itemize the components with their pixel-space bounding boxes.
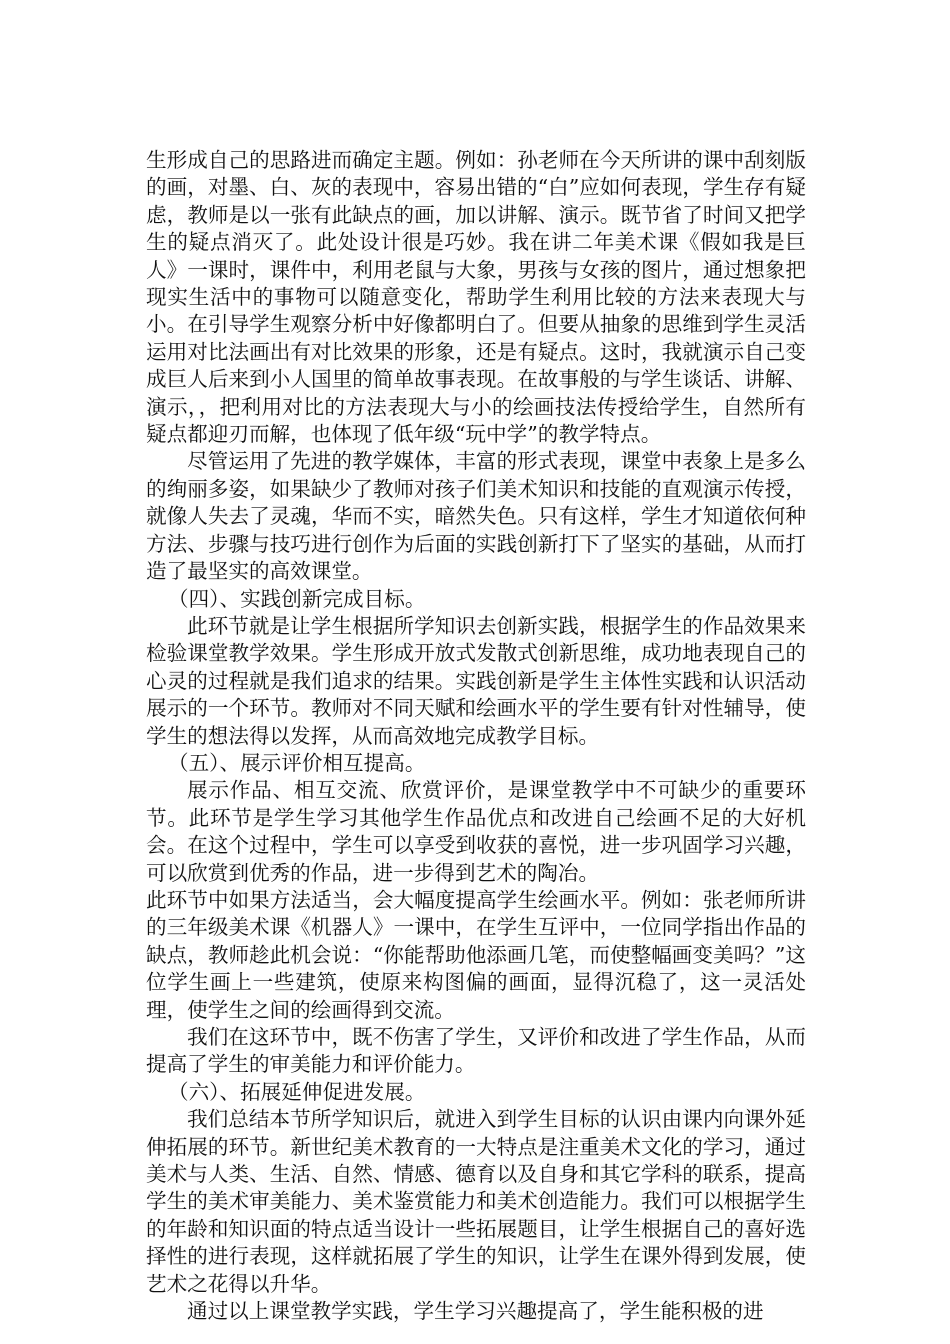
- paragraph-conclusion-start: 通过以上课堂教学实践，学生学习兴趣提高了，学生能积极的进: [187, 1299, 764, 1324]
- section-heading-4: （四）、实践创新完成目标。: [168, 586, 426, 611]
- document-body: [146, 147, 806, 1325]
- section-heading-5: （五）、展示评价相互提高。: [168, 750, 426, 775]
- paragraph-robot-example: 此环节中如果方法适当，会大幅度提高学生绘画水平。例如：张老师所讲的三年级美术课《机器人》一课中，在学生互评中，一位同学指出作品的缺点，教师趁此机会说：“你能帮助他添画几笔，而使整幅画变美吗？”这位学生画上一些建筑，使原来构图偏的画面，显得沉稳了，这一灵活处理，使学生之间的绘画得到交流。: [146, 887, 806, 1022]
- paragraph-display-evaluation: 展示作品、相互交流、欣赏评价，是课堂教学中不可缺少的重要环节。此环节是学生学习其他学生作品优点和改进自己绘画不足的大好机会。在这个过程中，学生可以享受到收获的喜悦，进一步巩固学习兴趣，可以欣赏到优秀的作品，进一步得到艺术的陶冶。: [146, 778, 806, 885]
- paragraph-teaching-media: 尽管运用了先进的教学媒体，丰富的形式表现，课堂中表象上是多么的绚丽多姿，如果缺少了教师对孩子们美术知识和技能的直观演示传授，就像人失去了灵魂，华而不实，暗然失色。只有这样，学生才知道依何种方法、步骤与技巧进行创作为后面的实践创新打下了坚实的基础，从而打造了最坚实的高效课堂。: [146, 449, 806, 584]
- paragraph-demonstration-example: 生形成自己的思路进而确定主题。例如：孙老师在今天所讲的课中刮刻版的画，对墨、白、灰的表现中，容易出错的“白”应如何表现，学生存有疑虑，教师是以一张有此缺点的画，加以讲解、演示。既节省了时间又把学生的疑点消灭了。此处设计很是巧妙。我在讲二年美术课《假如我是巨人》一课时，课件中，利用老鼠与大象，男孩与女孩的图片，通过想象把现实生活中的事物可以随意变化，帮助学生利用比较的方法来表现大与小。在引导学生观察分析中好像都明白了。但要从抽象的思维到学生灵活运用对比法画出有对比效果的形象，还是有疑点。这时，我就演示自己变成巨人后来到小人国里的简单故事表现。在故事般的与学生谈话、讲解、演示，，把利用对比的方法表现大与小的绘画技法传授给学生，自然所有疑点都迎刃而解，也体现了低年级“玩中学”的教学特点。: [146, 148, 806, 447]
- paragraph-extension: 我们总结本节所学知识后，就进入到学生目标的认识由课内向课外延伸拓展的环节。新世纪美术教育的一大特点是注重美术文化的学习，通过美术与人类、生活、自然、情感、德育以及自身和其它学科的联系，提高学生的美术审美能力、美术鉴赏能力和美术创造能力。我们可以根据学生的年龄和知识面的特点适当设计一些拓展题目，让学生根据自己的喜好选择性的进行表现，这样就拓展了学生的知识，让学生在课外得到发展，使艺术之花得以升华。: [146, 1107, 806, 1296]
- paragraph-practice-innovation: 此环节就是让学生根据所学知识去创新实践，根据学生的作品效果来检验课堂教学效果。学生形成开放式发散式创新思维，成功地表现自己的心灵的过程就是我们追求的结果。实践创新是学生主体性实践和认识活动展示的一个环节。教师对不同天赋和绘画水平的学生要有针对性辅导，使学生的想法得以发挥，从而高效地完成教学目标。: [146, 613, 806, 748]
- section-heading-6: （六）、拓展延伸促进发展。: [168, 1079, 426, 1104]
- paragraph-evaluation-ability: 我们在这环节中，既不伤害了学生，又评价和改进了学生作品，从而提高了学生的审美能力和评价能力。: [146, 1025, 806, 1077]
